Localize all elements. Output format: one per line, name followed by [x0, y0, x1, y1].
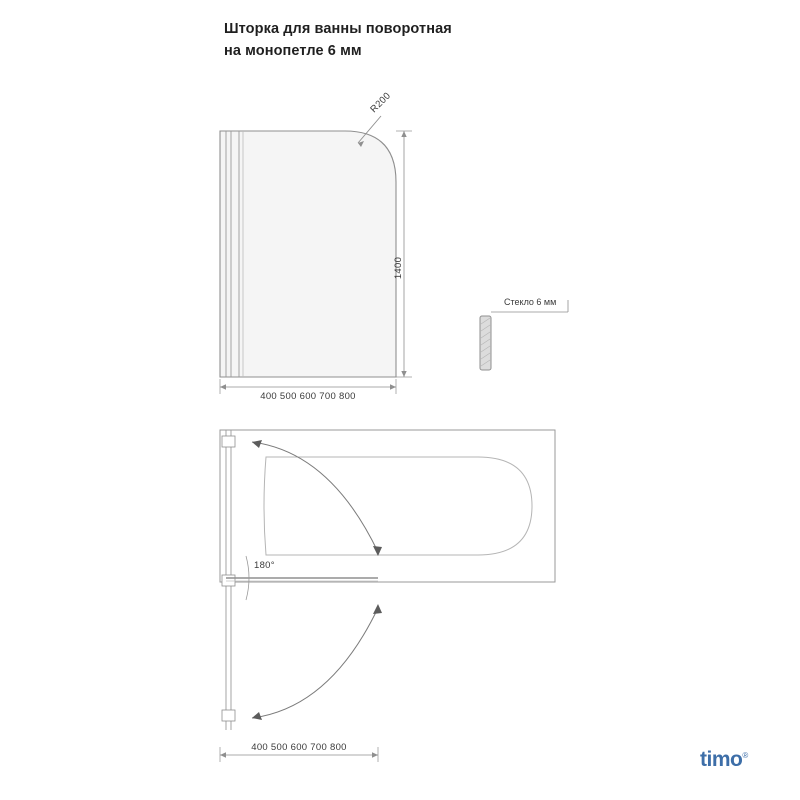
- title-line-2: на монопетле 6 мм: [224, 43, 362, 59]
- glass-detail-group: [480, 297, 568, 370]
- wall-bracket-top: [222, 436, 235, 447]
- glass-detail-label: Стекло 6 мм: [504, 297, 557, 307]
- title-line-1: Шторка для ванны поворотная: [224, 21, 452, 37]
- brand-name: timo: [700, 748, 743, 771]
- width-arrow-right: [390, 384, 396, 389]
- front-view-group: [220, 90, 412, 402]
- front-width-label: 400 500 600 700 800: [260, 391, 356, 402]
- brand-mark: ®: [742, 751, 748, 760]
- swing-arc-lower: [252, 608, 378, 718]
- top-width-arrow-right: [372, 752, 378, 757]
- angle-label: 180°: [254, 560, 275, 571]
- brand-logo: [700, 748, 748, 772]
- wall-bracket-bottom: [222, 710, 235, 721]
- top-width-arrow-left: [220, 752, 226, 757]
- swing-arrow-lower-left: [252, 712, 262, 720]
- top-view-group: [220, 430, 555, 762]
- height-arrow-bottom: [401, 371, 406, 377]
- swing-arc-upper: [252, 442, 378, 552]
- swing-arrow-upper-left: [252, 440, 262, 448]
- wall-bracket-middle: [222, 575, 235, 586]
- front-glass-fill: [220, 131, 396, 377]
- glass-section: [480, 316, 491, 370]
- top-width-label: 400 500 600 700 800: [251, 742, 347, 753]
- bath-bowl: [264, 457, 532, 555]
- width-arrow-left: [220, 384, 226, 389]
- swing-arrow-lower-right: [373, 604, 382, 614]
- height-arrow-top: [401, 131, 406, 137]
- radius-label: R200: [368, 90, 394, 116]
- height-label: 1400: [393, 256, 404, 280]
